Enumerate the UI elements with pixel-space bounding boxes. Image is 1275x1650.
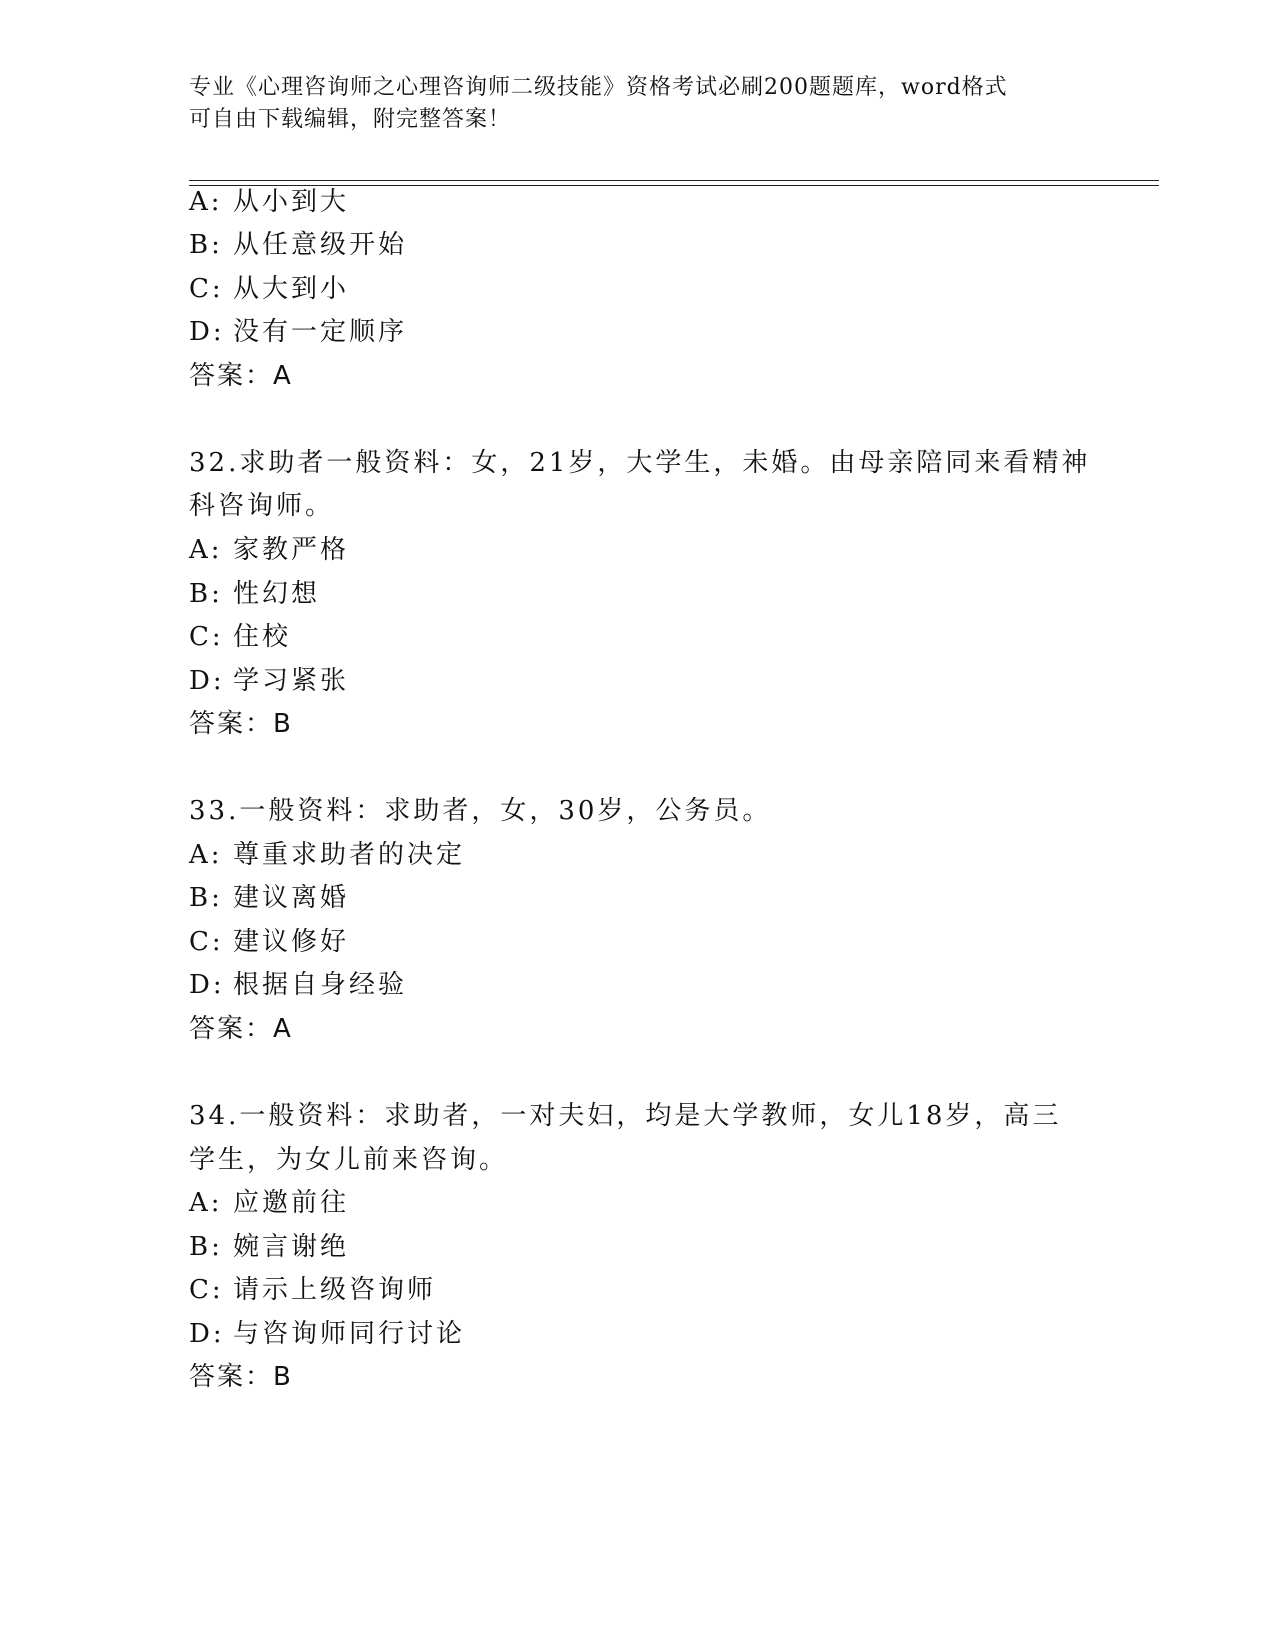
q33-option-b: B: 建议离婚 [189,883,350,913]
q33-option-a: A: 尊重求助者的决定 [189,840,466,870]
q34-answer: 答案：B [189,1362,293,1392]
q31-option-a: A: 从小到大 [189,187,350,217]
q31-answer: 答案：A [189,361,293,391]
q34-stem-line-1: 34.一般资料：求助者，一对夫妇，均是大学教师，女儿18岁，高三 [189,1101,1062,1131]
q32-option-b: B: 性幻想 [189,579,321,609]
q32-option-d: D: 学习紧张 [189,666,350,696]
header-divider-top [189,180,1159,181]
q32-option-a: A: 家教严格 [189,535,350,565]
q31-option-b: B: 从任意级开始 [189,230,408,260]
q34-option-c: C: 请示上级咨询师 [189,1275,437,1305]
q32-stem-line-1: 32.求助者一般资料：女，21岁，大学生，未婚。由母亲陪同来看精神 [189,448,1091,478]
q32-stem-line-2: 科咨询师。 [189,491,335,521]
q33-stem-line-1: 33.一般资料：求助者，女，30岁，公务员。 [189,796,772,826]
header-line-1: 专业《心理咨询师之心理咨询师二级技能》资格考试必刷200题题库，word格式 [189,75,1008,100]
header-line-2: 可自由下载编辑，附完整答案！ [189,107,512,132]
q31-option-c: C: 从大到小 [189,274,350,304]
q32-option-c: C: 住校 [189,622,292,652]
q33-answer: 答案：A [189,1014,293,1044]
q34-option-d: D: 与咨询师同行讨论 [189,1319,466,1349]
q33-option-c: C: 建议修好 [189,927,350,957]
q34-option-a: A: 应邀前往 [189,1188,350,1218]
q31-option-d: D: 没有一定顺序 [189,317,408,347]
document-header [189,72,1069,136]
q34-option-b: B: 婉言谢绝 [189,1232,350,1262]
q34-stem-line-2: 学生，为女儿前来咨询。 [189,1145,509,1175]
q33-option-d: D: 根据自身经验 [189,970,408,1000]
q32-answer: 答案：B [189,709,293,739]
